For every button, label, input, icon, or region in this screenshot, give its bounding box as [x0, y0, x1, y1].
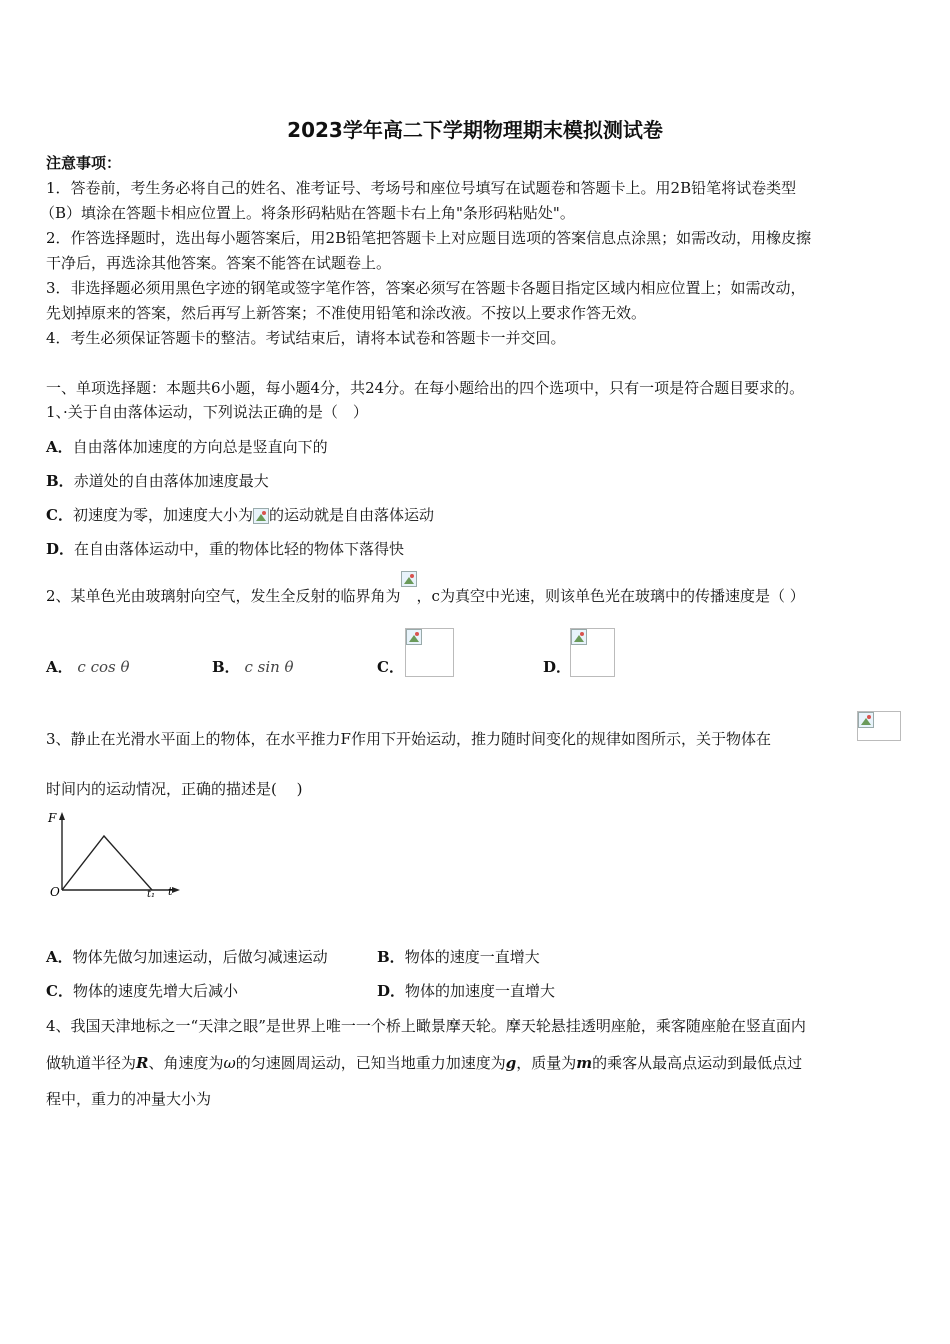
y-axis-arrow	[59, 812, 65, 820]
stem-text: ，质量为	[516, 1054, 577, 1072]
stem-text: 的匀速圆周运动，已知当地重力加速度为	[235, 1054, 506, 1072]
q3-time-image	[857, 711, 901, 741]
option-letter: A．	[46, 658, 73, 676]
q3-option-b	[377, 946, 540, 967]
force-curve	[62, 836, 152, 890]
option-text: 物体的速度一直增大	[404, 948, 540, 966]
option-letter: C．	[46, 506, 73, 524]
q1-option-b	[46, 470, 269, 491]
option-text: 的运动就是自由落体运动	[268, 506, 434, 524]
option-letter: D．	[377, 982, 406, 1000]
notice-line: （B）填涂在答题卡相应位置上。将条形码粘贴在答题卡右上角"条形码粘贴处"。	[40, 204, 575, 222]
broken-image-icon	[571, 629, 587, 645]
y-axis-label: F	[48, 811, 57, 825]
stem-text: 的乘客从最高点运动到最低点过	[592, 1054, 803, 1072]
q3-option-a	[46, 946, 328, 967]
origin-label: O	[50, 885, 60, 899]
symbol-omega: ω	[223, 1054, 236, 1072]
question-2-stem	[46, 585, 805, 606]
force-time-graph	[44, 808, 184, 903]
stem-text: 、角速度为	[148, 1054, 224, 1072]
t1-label: t₁	[147, 889, 156, 900]
section-heading: 一、单项选择题：本题共6小题，每小题4分，共24分。在每小题给出的四个选项中，只有一项是符合题目要求的。	[46, 379, 805, 397]
q2-option-d-image	[570, 628, 615, 677]
symbol-r: R	[136, 1054, 149, 1072]
broken-image-icon	[401, 571, 417, 587]
option-formula: c sin θ	[244, 658, 294, 676]
notice-line: 干净后，再选涂其他答案。答案不能答在试题卷上。	[46, 254, 392, 272]
q1-option-c	[46, 504, 434, 525]
option-text: 在自由落体运动中，重的物体比轻的物体下落得快	[74, 540, 405, 558]
stem-text: 做轨道半径为	[46, 1054, 137, 1072]
x-axis-label: t	[168, 885, 173, 898]
option-letter: D．	[46, 540, 75, 558]
option-letter: B．	[377, 948, 405, 966]
option-letter: B．	[46, 472, 74, 490]
notice-line: 2．作答选择题时，选出每小题答案后，用2B铅笔把答题卡上对应题目选项的答案信息点涂黑；如需改动，用橡皮擦	[46, 229, 812, 247]
question-4-line3: 程中，重力的冲量大小为	[46, 1090, 212, 1108]
q3-option-c	[46, 980, 238, 1001]
q2-option-c-image	[405, 628, 454, 677]
broken-image-icon	[253, 508, 269, 524]
q1-option-d	[46, 538, 404, 559]
option-letter: A．	[46, 948, 73, 966]
q1-option-a	[46, 436, 328, 457]
option-text: 物体的速度先增大后减小	[72, 982, 238, 1000]
option-letter: C．	[46, 982, 73, 1000]
q2-option-a	[46, 656, 130, 677]
option-formula: c cos θ	[77, 658, 130, 676]
q2-option-d	[543, 656, 571, 677]
broken-image-icon	[406, 629, 422, 645]
option-text: 物体先做匀加速运动，后做匀减速运动	[72, 948, 328, 966]
stem-text: 2、某单色光由玻璃射向空气，发生全反射的临界角为	[46, 587, 401, 605]
question-4-line1: 4、我国天津地标之一“天津之眼”是世界上唯一一个桥上瞰景摩天轮。摩天轮悬挂透明座舱，乘客随座舱在竖直面内	[46, 1017, 806, 1035]
notice-line: 先划掉原来的答案，然后再写上新答案；不准使用铅笔和涂改液。不按以上要求作答无效。	[46, 304, 647, 322]
question-4-line2	[46, 1052, 802, 1073]
option-text: 物体的加速度一直增大	[405, 982, 556, 1000]
x-axis-arrow	[172, 887, 180, 893]
question-1-stem: 1、·关于自由落体运动，下列说法正确的是（ ）	[46, 403, 368, 421]
q2-option-c	[377, 656, 404, 677]
notice-line: 1．答卷前，考生务必将自己的姓名、准考证号、考场号和座位号填写在试题卷和答题卡上。用2B铅笔将试卷类型	[46, 179, 797, 197]
question-3-stem: 3、静止在光滑水平面上的物体，在水平推力F作用下开始运动，推力随时间变化的规律如图所示，关于物体在	[46, 730, 771, 748]
q2-option-b	[212, 656, 294, 677]
option-letter: D．	[543, 658, 572, 676]
symbol-g: g	[505, 1054, 517, 1072]
notice-line: 4．考生必须保证答题卡的整洁。考试结束后，请将本试卷和答题卡一并交回。	[46, 329, 566, 347]
q3-option-d	[377, 980, 555, 1001]
notice-line: 3．非选择题必须用黑色字迹的钢笔或签字笔作答，答案必须写在答题卡各题目指定区域内相应位置上；如需改动，	[46, 279, 806, 297]
page-title: 2023学年高二下学期物理期末模拟测试卷	[287, 118, 663, 142]
option-text: 赤道处的自由落体加速度最大	[73, 472, 269, 490]
notice-heading: 注意事项：	[46, 154, 122, 172]
option-letter: A．	[46, 438, 73, 456]
broken-image-icon	[858, 712, 874, 728]
option-text: 初速度为零，加速度大小为	[72, 506, 253, 524]
option-text: 自由落体加速度的方向总是竖直向下的	[72, 438, 328, 456]
symbol-m: m	[576, 1054, 593, 1072]
option-letter: B．	[212, 658, 240, 676]
stem-text: ，c为真空中光速，则该单色光在玻璃中的传播速度是（ ）	[416, 587, 805, 605]
question-3-stem-line2: 时间内的运动情况，正确的描述是( )	[46, 780, 303, 798]
option-letter: C．	[377, 658, 404, 676]
